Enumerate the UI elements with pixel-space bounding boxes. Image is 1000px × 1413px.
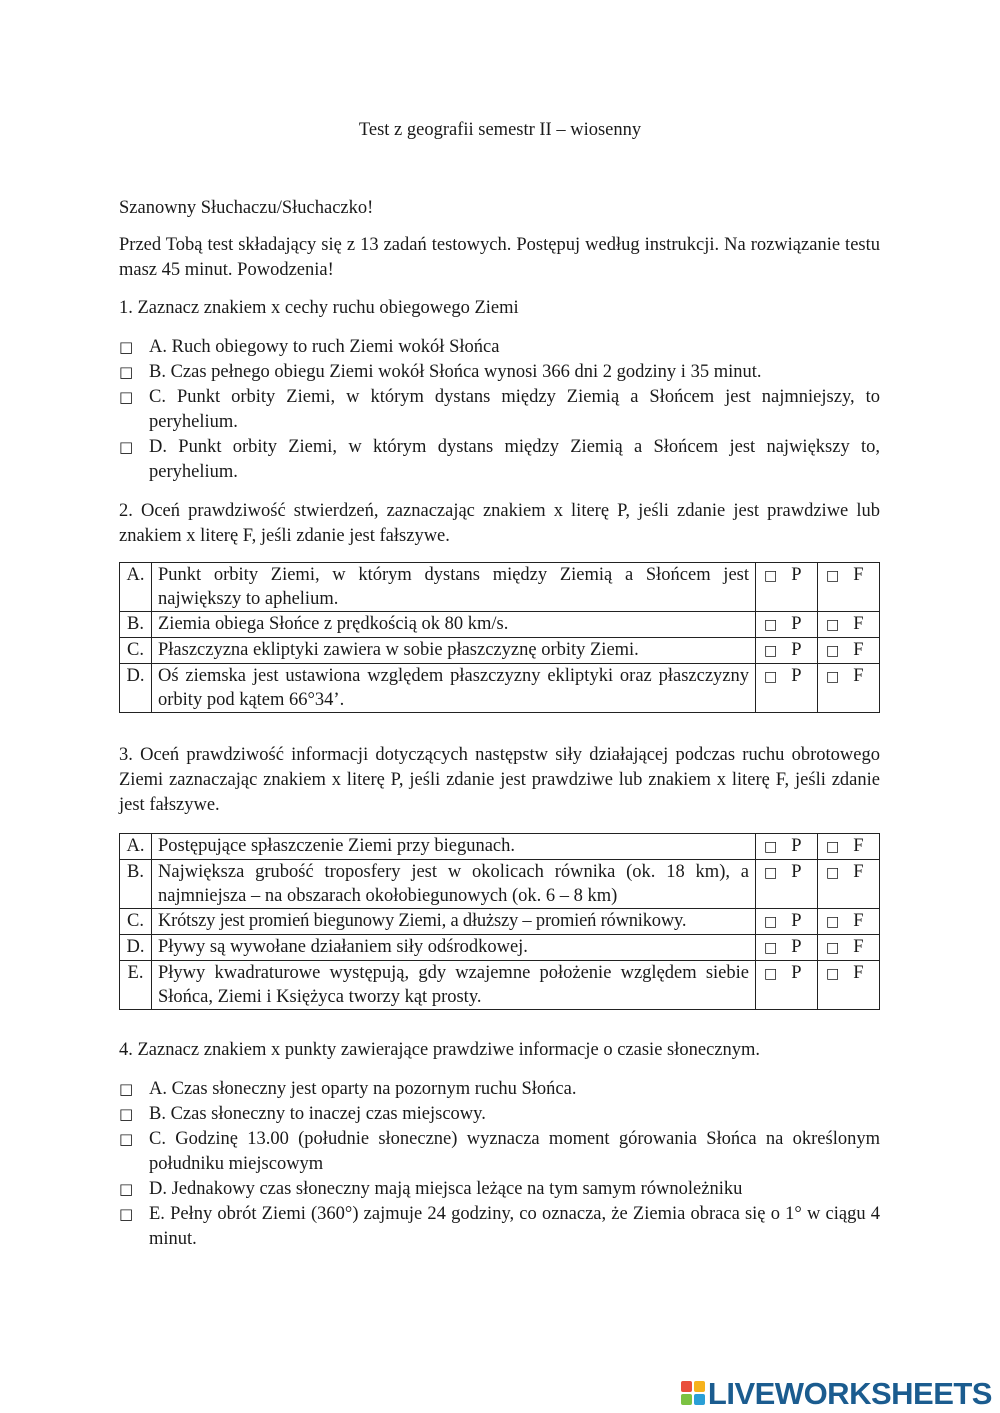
answer-true-cell[interactable]	[756, 612, 818, 638]
table-row	[120, 860, 880, 909]
logo-mark-square	[681, 1394, 692, 1405]
checkbox-icon[interactable]: □	[764, 643, 778, 659]
answer-true-cell[interactable]	[756, 909, 818, 935]
option-text: C. Punkt orbity Ziemi, w którym dystans między Ziemią a Słońcem jest najmniejszy, to peryhelium.	[149, 387, 880, 432]
q4-option[interactable]	[119, 1177, 880, 1202]
table-row	[120, 935, 880, 961]
table-row	[120, 909, 880, 935]
checkbox-icon[interactable]: □	[826, 643, 840, 659]
q4-option[interactable]	[119, 1077, 880, 1102]
answer-true-cell[interactable]	[756, 961, 818, 1010]
option-text: B. Czas pełnego obiegu Ziemi wokół Słońca wynosi 366 dni 2 godziny i 35 minut.	[149, 362, 762, 382]
logo-mark-square	[694, 1394, 705, 1405]
answer-true-cell[interactable]	[756, 563, 818, 612]
row-statement: Postępujące spłaszczenie Ziemi przy biegunach.	[152, 834, 756, 860]
checkbox-icon[interactable]: □	[119, 1205, 134, 1223]
logo-mark-square	[681, 1381, 692, 1392]
checkbox-icon[interactable]: □	[119, 1080, 134, 1098]
answer-false-cell[interactable]	[818, 834, 880, 860]
checkbox-icon[interactable]: □	[826, 966, 840, 982]
q1-option[interactable]	[119, 435, 880, 485]
logo-mark-icon	[681, 1381, 705, 1405]
option-text: D. Punkt orbity Ziemi, w którym dystans między Ziemią a Słońcem jest największy to, peryhelium.	[149, 437, 880, 482]
answer-false-label: F	[853, 937, 864, 957]
q1-option[interactable]	[119, 335, 880, 360]
answer-false-label: F	[853, 565, 864, 585]
answer-false-cell[interactable]	[818, 860, 880, 909]
option-text: A. Ruch obiegowy to ruch Ziemi wokół Słońca	[149, 337, 500, 357]
checkbox-icon[interactable]: □	[826, 568, 840, 584]
row-statement: Ziemia obiega Słońce z prędkością ok 80 km/s.	[152, 612, 756, 638]
answer-true-label: P	[791, 836, 802, 856]
row-letter: C.	[120, 638, 152, 664]
answer-true-label: P	[791, 862, 802, 882]
checkbox-icon[interactable]: □	[826, 914, 840, 930]
option-text: E. Pełny obrót Ziemi (360°) zajmuje 24 godziny, co oznacza, że Ziemia obraca się o 1° w ciągu 4 minut.	[149, 1204, 880, 1249]
checkbox-icon[interactable]: □	[764, 940, 778, 956]
answer-true-label: P	[791, 565, 802, 585]
answer-true-cell[interactable]	[756, 834, 818, 860]
row-letter: B.	[120, 612, 152, 638]
page-title: Test z geografii semestr II – wiosenny	[358, 120, 642, 140]
option-text: A. Czas słoneczny jest oparty na pozornym ruchu Słońca.	[149, 1079, 577, 1099]
q4-option[interactable]	[119, 1102, 880, 1127]
q4-option[interactable]	[119, 1127, 880, 1177]
answer-false-label: F	[853, 640, 864, 660]
checkbox-icon[interactable]: □	[826, 617, 840, 633]
answer-true-label: P	[791, 963, 802, 983]
q1-option[interactable]	[119, 360, 880, 385]
q2-table	[119, 562, 880, 713]
row-letter: A.	[120, 834, 152, 860]
q3-table	[119, 833, 880, 1010]
checkbox-icon[interactable]: □	[119, 1180, 134, 1198]
row-statement: Pływy kwadraturowe występują, gdy wzajemne położenie względem siebie Słońca, Ziemi i Księżyca tworzy kąt prosty.	[152, 961, 756, 1010]
q4-option[interactable]	[119, 1202, 880, 1252]
answer-false-label: F	[853, 666, 864, 686]
answer-false-cell[interactable]	[818, 638, 880, 664]
logo-text: LIVEWORKSHEETS	[707, 1375, 992, 1411]
answer-true-label: P	[791, 666, 802, 686]
option-text: B. Czas słoneczny to inaczej czas miejscowy.	[149, 1104, 486, 1124]
checkbox-icon[interactable]: □	[764, 839, 778, 855]
q1-options	[119, 335, 880, 485]
answer-false-label: F	[853, 614, 864, 634]
answer-false-cell[interactable]	[818, 909, 880, 935]
checkbox-icon[interactable]: □	[119, 388, 134, 406]
table-row	[120, 563, 880, 612]
checkbox-icon[interactable]: □	[826, 940, 840, 956]
answer-false-label: F	[853, 836, 864, 856]
row-letter: D.	[120, 664, 152, 713]
row-statement: Krótszy jest promień biegunowy Ziemi, a dłuższy – promień równikowy.	[152, 909, 756, 935]
row-statement: Płaszczyzna ekliptyki zawiera w sobie płaszczyznę orbity Ziemi.	[152, 638, 756, 664]
answer-true-cell[interactable]	[756, 935, 818, 961]
liveworksheets-logo	[681, 1376, 992, 1410]
row-letter: B.	[120, 860, 152, 909]
row-letter: C.	[120, 909, 152, 935]
answer-false-cell[interactable]	[818, 612, 880, 638]
answer-true-cell[interactable]	[756, 664, 818, 713]
table-row	[120, 612, 880, 638]
table-row	[120, 834, 880, 860]
table-row	[120, 664, 880, 713]
answer-false-cell[interactable]	[818, 961, 880, 1010]
intro-paragraph: Przed Tobą test składający się z 13 zadań testowych. Postępuj według instrukcji. Na rozwiązanie testu masz 45 minut. Powodzenia!	[119, 235, 880, 280]
checkbox-icon[interactable]: □	[119, 1130, 134, 1148]
table-row	[120, 961, 880, 1010]
checkbox-icon[interactable]: □	[826, 865, 840, 881]
checkbox-icon[interactable]: □	[119, 438, 134, 456]
checkbox-icon[interactable]: □	[764, 966, 778, 982]
answer-true-cell[interactable]	[756, 638, 818, 664]
checkbox-icon[interactable]: □	[764, 617, 778, 633]
row-statement: Pływy są wywołane działaniem siły odśrodkowej.	[152, 935, 756, 961]
answer-true-cell[interactable]	[756, 860, 818, 909]
answer-true-label: P	[791, 640, 802, 660]
checkbox-icon[interactable]: □	[764, 914, 778, 930]
checkbox-icon[interactable]: □	[119, 363, 134, 381]
checkbox-icon[interactable]: □	[119, 1105, 134, 1123]
row-statement: Największa grubość troposfery jest w okolicach równika (ok. 18 km), a najmniejsza – na obszarach okołobiegunowych (ok. 6 – 8 km)	[152, 860, 756, 909]
q3-prompt: 3. Oceń prawdziwość informacji dotyczących następstw siły działającej podczas ruchu obrotowego Ziemi zaznaczając znakiem x literę P, jeśli zdanie jest prawdziwe lub znakiem x literę F, jeśli zdanie jest fałszywe.	[119, 745, 880, 815]
row-statement: Oś ziemska jest ustawiona względem płaszczyzny ekliptyki oraz płaszczyzny orbity pod kątem 66°34’.	[152, 664, 756, 713]
checkbox-icon[interactable]: □	[119, 338, 134, 356]
checkbox-icon[interactable]: □	[764, 865, 778, 881]
row-statement: Punkt orbity Ziemi, w którym dystans między Ziemią a Słońcem jest największy to aphelium.	[152, 563, 756, 612]
answer-true-label: P	[791, 937, 802, 957]
q4-prompt: 4. Zaznacz znakiem x punkty zawierające prawdziwe informacje o czasie słonecznym.	[119, 1040, 761, 1060]
checkbox-icon[interactable]: □	[826, 839, 840, 855]
checkbox-icon[interactable]: □	[826, 669, 840, 685]
q2-prompt: 2. Oceń prawdziwość stwierdzeń, zaznaczając znakiem x literę P, jeśli zdanie jest prawdziwe lub znakiem x literę F, jeśli zdanie jest fałszywe.	[119, 501, 880, 546]
q1-option[interactable]	[119, 385, 880, 435]
table-row	[120, 638, 880, 664]
answer-false-label: F	[853, 911, 864, 931]
row-letter: E.	[120, 961, 152, 1010]
logo-mark-square	[694, 1381, 705, 1392]
answer-false-label: F	[853, 862, 864, 882]
answer-false-cell[interactable]	[818, 664, 880, 713]
row-letter: D.	[120, 935, 152, 961]
option-text: C. Godzinę 13.00 (południe słoneczne) wyznacza moment górowania Słońca na określonym południku miejscowym	[149, 1129, 880, 1174]
q1-prompt: 1. Zaznacz znakiem x cechy ruchu obiegowego Ziemi	[119, 298, 519, 318]
answer-false-label: F	[853, 963, 864, 983]
checkbox-icon[interactable]: □	[764, 568, 778, 584]
answer-false-cell[interactable]	[818, 935, 880, 961]
row-letter: A.	[120, 563, 152, 612]
answer-true-label: P	[791, 614, 802, 634]
q4-options	[119, 1077, 880, 1252]
answer-true-label: P	[791, 911, 802, 931]
option-text: D. Jednakowy czas słoneczny mają miejsca leżące na tym samym równoleżniku	[149, 1179, 743, 1199]
answer-false-cell[interactable]	[818, 563, 880, 612]
greeting: Szanowny Słuchaczu/Słuchaczko!	[119, 198, 374, 218]
checkbox-icon[interactable]: □	[764, 669, 778, 685]
